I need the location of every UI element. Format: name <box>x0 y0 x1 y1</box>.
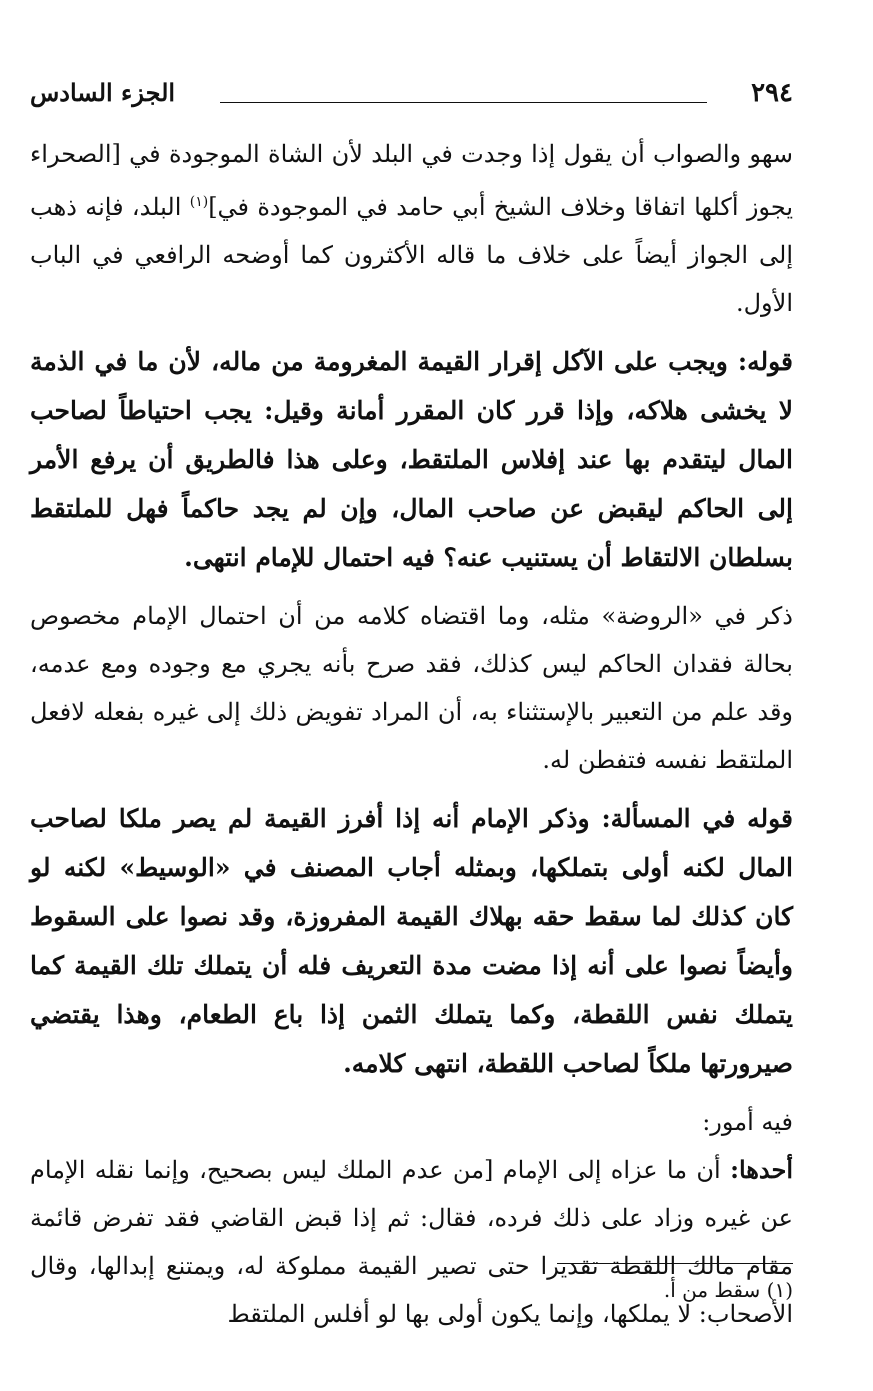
part-title: الجزء السادس <box>30 78 176 107</box>
paragraph-1 <box>30 130 793 327</box>
page-body <box>30 130 793 1338</box>
footnote: (١) سقط من أ. <box>663 1278 793 1302</box>
paragraph-6-text: أن ما عزاه إلى الإمام [من عدم الملك ليس بصحيح، وإنما نقله الإمام عن غيره وزاد على ذلك فرده، فقال: ثم إذا قبض القاضي فقد تفرض قائمة مقام مالك اللقطة تقديرا حتى تصير القيمة مملوكة له، ويمتنع إبدالها، وقال الأصحاب: لا يملكها، وإنما يكون أولى بها لو أفلس الملتقط <box>30 1156 793 1328</box>
footnote-marker: (١) <box>189 194 209 210</box>
paragraph-2: قوله: ويجب على الآكل إقرار القيمة المغرومة من ماله، لأن ما في الذمة لا يخشى هلاكه، وإذا قرر كان المقرر أمانة وقيل: يجب احتياطاً لصاحب المال ليتقدم بها عند إفلاس الملتقط، وعلى هذا فالطريق أن يرفع الأمر إلى الحاكم ليقبض عن صاحب المال، وإن لم يجد حاكماً فهل للملتقط بسلطان الالتقاط أن يستنيب عنه؟ فيه احتمال للإمام انتهى. <box>30 347 793 572</box>
paragraph-1-end: البلد، فإنه ذهب إلى الجواز أيضاً على خلاف ما قاله الأكثرون كما أوضحه الرافعي في الباب الأول. <box>30 193 793 317</box>
paragraph-5: فيه أمور: <box>702 1108 793 1136</box>
paragraph-1-text: سهو والصواب أن يقول إذا وجدت في البلد لأن الشاة الموجودة في [الصحراء يجوز أكلها اتفاقا وخلاف الشيخ أبي حامد في الموجودة في] <box>30 140 793 221</box>
paragraph-3: ذكر في «الروضة» مثله، وما اقتضاه كلامه من أن احتمال الإمام مخصوص بحالة فقدان الحاكم ليس كذلك، فقد صرح بأنه يجري مع وجوده ومع عدمه، وقد علم من التعبير بالإستثناء به، أن المراد تفويض ذلك إلى غيره بفعله لافعل الملتقط نفسه فتفطن له. <box>30 602 793 774</box>
book-page <box>30 70 793 1370</box>
paragraph-6-lead: أحدها: <box>730 1155 794 1184</box>
page-header <box>30 78 793 118</box>
paragraph-6 <box>30 1146 793 1338</box>
header-rule <box>220 102 707 103</box>
footnote-rule <box>557 1263 793 1264</box>
page-number: ٢٩٤ <box>751 78 793 108</box>
paragraph-4: قوله في المسألة: وذكر الإمام أنه إذا أفرز القيمة لم يصر ملكا لصاحب المال لكنه أولى بتملكها، وبمثله أجاب المصنف في «الوسيط» لكنه لو كان كذلك لما سقط حقه بهلاك القيمة المفروزة، وقد نصوا على السقوط وأيضاً نصوا على أنه إذا مضت مدة التعريف فله أن يتملك تلك القيمة كما يتملك نفس اللقطة، وكما يتملك الثمن إذا باع الطعام، وهذا يقتضي صيرورتها ملكاً لصاحب اللقطة، انتهى كلامه. <box>30 804 793 1078</box>
